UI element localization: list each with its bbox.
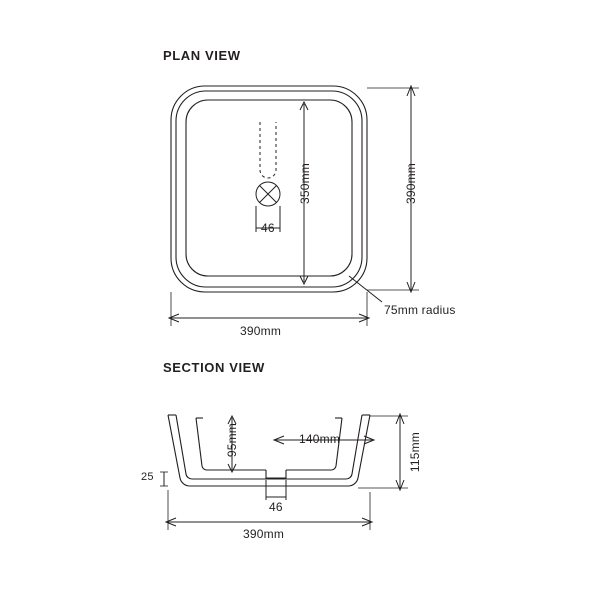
section-outer-profile — [168, 415, 370, 486]
section-25-dimension-line — [160, 472, 168, 486]
plan-height-label: 390mm — [404, 163, 418, 205]
section-depth-label: 95mm — [225, 423, 239, 458]
section-width-label: 390mm — [243, 527, 285, 541]
plan-waste-outlet — [256, 182, 280, 206]
plan-bowl-outline — [186, 100, 352, 276]
plan-overflow-slot — [260, 122, 276, 178]
plan-radius-leader — [349, 276, 382, 302]
section-115-dimension-line — [358, 414, 408, 490]
section-height-label: 115mm — [408, 432, 422, 473]
section-46-dimension-line — [266, 480, 286, 500]
plan-bowl-depth-label: 350mm — [298, 163, 312, 205]
section-view-title: SECTION VIEW — [163, 360, 265, 375]
plan-outer-outline — [171, 86, 367, 292]
plan-rim-outline — [176, 91, 362, 287]
plan-waste-label: 46 — [261, 221, 275, 235]
plan-390-width-dimension-line — [169, 292, 369, 326]
section-inner-profile — [176, 415, 362, 479]
section-waste-label: 46 — [269, 500, 283, 514]
section-inner-width-label: 140mm — [299, 432, 341, 446]
plan-radius-label: 75mm radius — [384, 303, 456, 317]
plan-width-label: 390mm — [240, 324, 282, 338]
section-foot-label: 25 — [141, 471, 154, 483]
section-waste — [266, 470, 286, 478]
plan-view-title: PLAN VIEW — [163, 48, 241, 63]
